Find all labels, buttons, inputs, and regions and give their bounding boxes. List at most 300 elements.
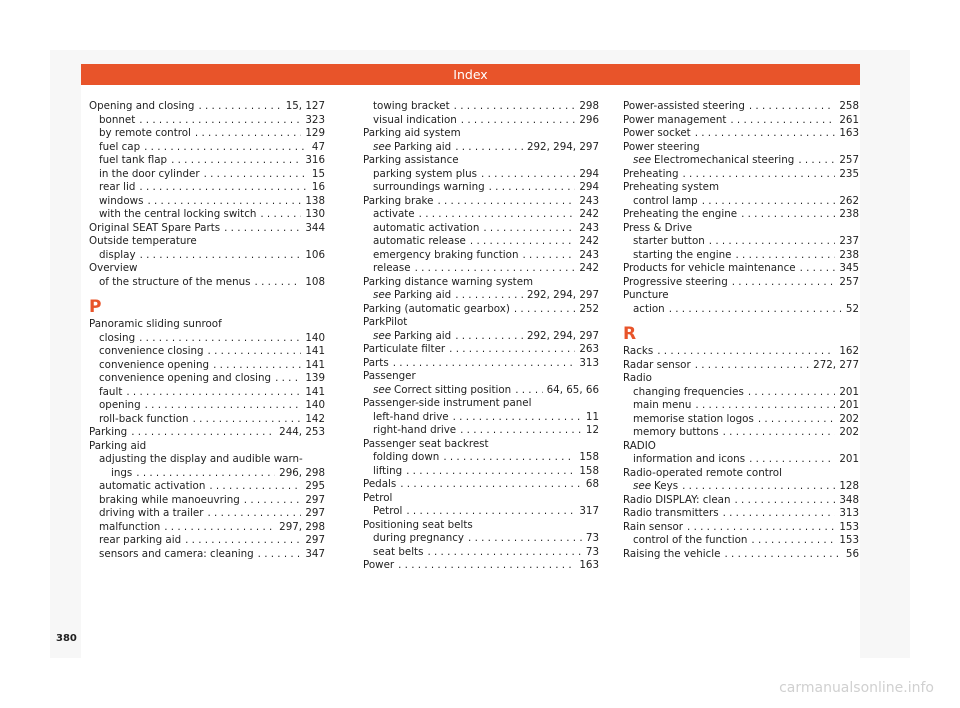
- page-reference: 202: [839, 412, 859, 425]
- index-term: sensors and camera: cleaning: [99, 547, 254, 560]
- index-term: Panoramic sliding sunroof: [89, 318, 222, 330]
- dot-leader: [695, 127, 836, 141]
- index-entry: [623, 399, 859, 413]
- index-entry: [89, 386, 325, 400]
- index-entry: [363, 559, 599, 573]
- index-entry: [363, 370, 599, 384]
- index-entry: [363, 478, 599, 492]
- index-term: surroundings warning: [373, 181, 485, 193]
- index-term: convenience closing: [99, 345, 204, 357]
- dot-leader: [695, 399, 835, 413]
- dot-leader: [723, 426, 836, 440]
- index-entry: [363, 289, 599, 303]
- page-reference: 348: [839, 493, 859, 506]
- page-reference: 201: [839, 385, 859, 398]
- index-entry: [89, 168, 325, 182]
- dot-leader: [735, 249, 835, 263]
- dot-leader: [275, 372, 301, 386]
- dot-leader: [145, 399, 302, 413]
- page-reference: 252: [579, 302, 599, 315]
- index-term: Puncture: [623, 289, 669, 301]
- dot-leader: [695, 359, 809, 373]
- dot-leader: [204, 168, 308, 182]
- index-term: adjusting the display and audible warn-: [99, 453, 303, 465]
- page-reference: 141: [305, 358, 325, 371]
- page-reference: 297: [305, 534, 325, 546]
- index-entry: [623, 359, 859, 373]
- index-entry: [89, 100, 325, 114]
- index-term: Raising the vehicle: [623, 547, 721, 560]
- page-reference: 345: [839, 262, 859, 274]
- index-entry: [623, 372, 859, 386]
- index-entry: [623, 534, 859, 548]
- index-term: ings: [111, 466, 133, 479]
- page-reference: 292, 294, 297: [526, 329, 599, 342]
- page-reference: 297: [305, 493, 325, 506]
- index-term: Parking distance warning system: [363, 275, 534, 288]
- page-title: Index: [453, 67, 488, 82]
- index-term: Petrol: [373, 505, 403, 517]
- index-entry: [623, 100, 859, 114]
- page-reference: 15: [311, 167, 325, 180]
- index-term: Radio transmitters: [623, 507, 719, 519]
- page-reference: 201: [839, 453, 859, 465]
- dot-leader: [147, 195, 301, 209]
- page-reference: 296: [579, 113, 599, 126]
- index-entry: [89, 127, 325, 141]
- dot-leader: [437, 195, 575, 209]
- index-entry: [363, 505, 599, 519]
- dot-leader: [255, 276, 302, 290]
- index-term: visual indication: [373, 113, 457, 126]
- page-reference: 298: [579, 100, 599, 112]
- page-reference: 64, 65, 66: [546, 383, 599, 396]
- index-entry: [89, 494, 325, 508]
- index-entry: [623, 413, 859, 427]
- page-reference: 140: [305, 399, 325, 411]
- page-reference: 68: [585, 478, 599, 490]
- page-reference: 317: [579, 505, 599, 517]
- index-term: Overview: [89, 262, 138, 274]
- index-entry: [623, 168, 859, 182]
- index-entry: [89, 235, 325, 249]
- page-reference: 313: [839, 507, 859, 519]
- see-reference: see: [373, 329, 392, 342]
- index-term: parking system plus: [373, 167, 478, 180]
- index-term: left-hand drive: [373, 410, 449, 423]
- index-column-3: [623, 100, 859, 561]
- index-term: opening: [99, 399, 141, 411]
- index-entry: [363, 397, 599, 411]
- index-term: information and icons: [633, 453, 746, 465]
- page-reference: 202: [839, 426, 859, 438]
- page-reference: 129: [305, 127, 325, 139]
- index-entry: [363, 222, 599, 236]
- index-entry: [89, 141, 325, 155]
- index-term: Preheating system: [623, 181, 720, 193]
- page-reference: 12: [585, 424, 599, 436]
- index-entry: [363, 465, 599, 479]
- index-entry: [623, 195, 859, 209]
- index-term: right-hand drive: [373, 424, 457, 436]
- index-term: RADIO: [623, 439, 656, 452]
- index-term: convenience opening: [99, 358, 210, 371]
- index-term: Pedals: [363, 478, 397, 490]
- dot-leader: [398, 559, 575, 573]
- index-term: Parking aid: [89, 439, 147, 452]
- page-reference: 292, 294, 297: [526, 140, 599, 153]
- page-reference: 153: [839, 520, 859, 533]
- index-entry: [363, 154, 599, 168]
- page-number: 380: [56, 633, 77, 644]
- see-reference: see: [373, 140, 392, 153]
- index-term: memorise station logos: [633, 412, 754, 425]
- dot-leader: [443, 451, 575, 465]
- page-reference: 292, 294, 297: [526, 289, 599, 301]
- index-term: starter button: [633, 235, 705, 247]
- index-term: fuel tank flap: [99, 154, 168, 166]
- index-term: in the door cylinder: [99, 167, 200, 180]
- index-entry: [363, 262, 599, 276]
- page-reference: 242: [579, 208, 599, 220]
- index-term: lifting: [373, 464, 403, 477]
- page-reference: 262: [839, 194, 859, 207]
- dot-leader: [455, 141, 523, 155]
- index-entry: [363, 235, 599, 249]
- index-term: rear lid: [99, 181, 136, 193]
- dot-leader: [481, 168, 575, 182]
- index-term: control lamp: [633, 194, 698, 207]
- dot-leader: [244, 494, 302, 508]
- page-reference: 257: [839, 154, 859, 166]
- dot-leader: [453, 411, 582, 425]
- page-reference: 344: [305, 221, 325, 234]
- index-entry: [363, 532, 599, 546]
- index-term: Parking aid: [394, 140, 452, 153]
- dot-leader: [131, 426, 275, 440]
- page-reference: 201: [839, 399, 859, 411]
- index-term: folding down: [373, 451, 440, 463]
- index-entry: [89, 480, 325, 494]
- index-term: Progressive steering: [623, 275, 728, 288]
- index-entry: [623, 386, 859, 400]
- index-term: bonnet: [99, 113, 136, 126]
- index-entry: [363, 424, 599, 438]
- index-term: Correct sitting position: [394, 383, 512, 396]
- index-term: Racks: [623, 345, 654, 357]
- dot-leader: [723, 507, 836, 521]
- index-entry: [623, 345, 859, 359]
- index-term: fault: [99, 385, 123, 398]
- index-entry: [363, 438, 599, 452]
- index-entry: [363, 127, 599, 141]
- page-reference: 52: [845, 302, 859, 315]
- dot-leader: [522, 249, 575, 263]
- index-term: Preheating the engine: [623, 208, 738, 220]
- index-entry: [363, 195, 599, 209]
- index-term: ParkPilot: [363, 316, 408, 328]
- index-term: Power-assisted steering: [623, 100, 745, 112]
- index-term: Parking brake: [363, 194, 434, 207]
- page-reference: 163: [579, 559, 599, 571]
- dot-leader: [164, 521, 275, 535]
- dot-leader: [800, 262, 836, 276]
- dot-leader: [139, 181, 307, 195]
- index-entry: [363, 492, 599, 506]
- index-term: braking while manoeuvring: [99, 493, 240, 506]
- dot-leader: [209, 480, 301, 494]
- watermark: carmanualsonline.info: [779, 680, 934, 696]
- page-reference: 297: [305, 507, 325, 519]
- dot-leader: [139, 114, 301, 128]
- index-term: windows: [99, 194, 144, 207]
- see-reference: see: [633, 154, 652, 166]
- index-entry: [363, 141, 599, 155]
- page-reference: 11: [585, 410, 599, 423]
- index-entry: [623, 289, 859, 303]
- index-term: towing bracket: [373, 100, 450, 112]
- index-column-1: [89, 100, 325, 561]
- dot-leader: [393, 357, 576, 371]
- index-entry: [363, 276, 599, 290]
- dot-leader: [749, 100, 835, 114]
- see-reference: see: [373, 289, 392, 301]
- index-entry: [89, 249, 325, 263]
- page-reference: 258: [839, 100, 859, 112]
- index-entry: [623, 548, 859, 562]
- index-entry: [89, 453, 325, 467]
- index-entry: [89, 521, 325, 535]
- index-entry: [623, 262, 859, 276]
- dot-leader: [406, 505, 575, 519]
- index-term: Power management: [623, 113, 727, 126]
- page-reference: 163: [839, 127, 859, 139]
- page-reference: 272, 277: [813, 358, 859, 371]
- dot-leader: [260, 208, 301, 222]
- page-reference: 242: [579, 235, 599, 247]
- index-term: main menu: [633, 399, 692, 411]
- index-entry: [89, 534, 325, 548]
- dot-leader: [455, 289, 523, 303]
- dot-leader: [193, 413, 302, 427]
- dot-leader: [144, 141, 308, 155]
- dot-leader: [798, 154, 835, 168]
- index-term: Power socket: [623, 127, 691, 139]
- index-term: Electromechanical steering: [654, 154, 795, 166]
- index-term: Original SEAT Spare Parts: [89, 221, 221, 234]
- index-entry: [363, 343, 599, 357]
- index-entry: [623, 141, 859, 155]
- page-reference: 257: [839, 275, 859, 288]
- index-entry: [89, 208, 325, 222]
- index-term: changing frequencies: [633, 385, 744, 398]
- page-reference: 295: [305, 480, 325, 492]
- index-entry: [363, 519, 599, 533]
- index-entry: [623, 208, 859, 222]
- dot-leader: [461, 114, 576, 128]
- index-entry: [623, 154, 859, 168]
- page-reference: 237: [839, 235, 859, 247]
- index-entry: [89, 440, 325, 454]
- page-reference: 128: [839, 480, 859, 492]
- index-term: fuel cap: [99, 140, 141, 153]
- page-reference: 56: [845, 547, 859, 560]
- index-entry: [363, 330, 599, 344]
- index-entry: [89, 413, 325, 427]
- index-entry: [89, 181, 325, 195]
- index-term: convenience opening and closing: [99, 372, 272, 384]
- dot-leader: [126, 386, 301, 400]
- page-reference: 294: [579, 167, 599, 180]
- page-reference: 263: [579, 343, 599, 355]
- index-term: Rain sensor: [623, 520, 684, 533]
- dot-leader: [208, 345, 302, 359]
- index-entry: [623, 276, 859, 290]
- index-entry: [89, 332, 325, 346]
- page-reference: 141: [305, 345, 325, 357]
- dot-leader: [749, 453, 835, 467]
- index-entry: [363, 114, 599, 128]
- page-reference: 243: [579, 194, 599, 207]
- dot-leader: [427, 546, 581, 560]
- page-reference: 235: [839, 167, 859, 180]
- index-entry: [623, 521, 859, 535]
- dot-leader: [470, 235, 575, 249]
- index-entry: [89, 345, 325, 359]
- index-term: of the structure of the menus: [99, 275, 251, 288]
- index-term: Parking (automatic gearbox): [363, 302, 510, 315]
- index-term: Preheating: [623, 167, 679, 180]
- index-entry: [623, 249, 859, 263]
- dot-leader: [406, 465, 575, 479]
- page-reference: 243: [579, 248, 599, 261]
- dot-leader: [683, 168, 836, 182]
- page-reference: 244, 253: [279, 426, 325, 438]
- dot-leader: [213, 359, 301, 373]
- index-term: Radio DISPLAY: clean: [623, 493, 731, 506]
- index-entry: [89, 372, 325, 386]
- index-entry: [89, 507, 325, 521]
- index-term: automatic activation: [373, 221, 480, 234]
- index-entry: [363, 357, 599, 371]
- page-reference: 130: [305, 208, 325, 220]
- dot-leader: [732, 276, 836, 290]
- index-term: Radar sensor: [623, 358, 691, 371]
- index-entry: [363, 316, 599, 330]
- index-term: Power: [363, 559, 395, 571]
- index-entry: [89, 276, 325, 290]
- index-term: during pregnancy: [373, 532, 465, 544]
- index-entry: [363, 546, 599, 560]
- dot-leader: [140, 249, 302, 263]
- dot-leader: [195, 127, 301, 141]
- page-reference: 142: [305, 412, 325, 425]
- index-term: Petrol: [363, 491, 393, 504]
- index-entry: [89, 195, 325, 209]
- index-term: emergency braking function: [373, 248, 519, 261]
- index-term: activate: [373, 208, 415, 220]
- index-entry: [363, 100, 599, 114]
- index-entry: [363, 181, 599, 195]
- index-entry: [363, 249, 599, 263]
- dot-leader: [139, 332, 301, 346]
- dot-leader: [224, 222, 301, 236]
- page-reference: 140: [305, 331, 325, 344]
- index-header: [81, 64, 860, 85]
- index-term: release: [373, 262, 411, 274]
- page-reference: 108: [305, 275, 325, 288]
- index-entry: [623, 235, 859, 249]
- index-entry: [623, 114, 859, 128]
- dot-leader: [751, 534, 835, 548]
- index-term: Parking aid: [394, 329, 452, 342]
- see-reference: see: [633, 480, 652, 492]
- index-entry: [623, 181, 859, 195]
- dot-leader: [725, 548, 842, 562]
- index-term: Outside temperature: [89, 235, 197, 247]
- page-reference: 313: [579, 356, 599, 369]
- index-entry: [363, 384, 599, 398]
- dot-leader: [730, 114, 835, 128]
- index-entry: [363, 208, 599, 222]
- index-term: Press & Drive: [623, 221, 693, 234]
- index-term: starting the engine: [633, 248, 732, 261]
- page-reference: 106: [305, 248, 325, 261]
- index-term: Opening and closing: [89, 100, 195, 112]
- index-entry: [623, 303, 859, 317]
- dot-leader: [455, 330, 523, 344]
- page-reference: 238: [839, 208, 859, 220]
- index-column-2: [363, 100, 599, 573]
- index-term: Power steering: [623, 140, 700, 153]
- index-entry: [89, 399, 325, 413]
- page-reference: 347: [305, 547, 325, 560]
- page-reference: 242: [579, 262, 599, 274]
- index-entry: [89, 114, 325, 128]
- page-reference: 323: [305, 113, 325, 126]
- page-reference: 141: [305, 385, 325, 398]
- index-term: Passenger seat backrest: [363, 437, 489, 450]
- dot-leader: [709, 235, 836, 249]
- dot-leader: [657, 345, 835, 359]
- page-reference: 296, 298: [279, 466, 325, 479]
- index-entry: [363, 451, 599, 465]
- page-reference: 16: [311, 181, 325, 193]
- index-term: with the central locking switch: [99, 208, 257, 220]
- index-term: malfunction: [99, 520, 161, 533]
- index-term: Passenger-side instrument panel: [363, 397, 532, 409]
- index-term: closing: [99, 331, 136, 344]
- index-term: display: [99, 248, 136, 261]
- page-reference: 15, 127: [285, 100, 325, 112]
- dot-leader: [419, 208, 576, 222]
- page-reference: 162: [839, 345, 859, 357]
- index-entry: [89, 548, 325, 562]
- index-entry: [89, 154, 325, 168]
- dot-leader: [171, 154, 301, 168]
- dot-leader: [258, 548, 302, 562]
- page-reference: 158: [579, 451, 599, 463]
- section-letter: R: [623, 324, 637, 344]
- page-reference: 238: [839, 248, 859, 261]
- index-term: roll-back function: [99, 412, 189, 425]
- dot-leader: [489, 181, 576, 195]
- index-term: Radio-operated remote control: [623, 466, 782, 479]
- index-term: Particulate filter: [363, 343, 446, 355]
- dot-leader: [483, 222, 575, 236]
- dot-leader: [198, 100, 281, 114]
- index-term: action: [633, 302, 665, 315]
